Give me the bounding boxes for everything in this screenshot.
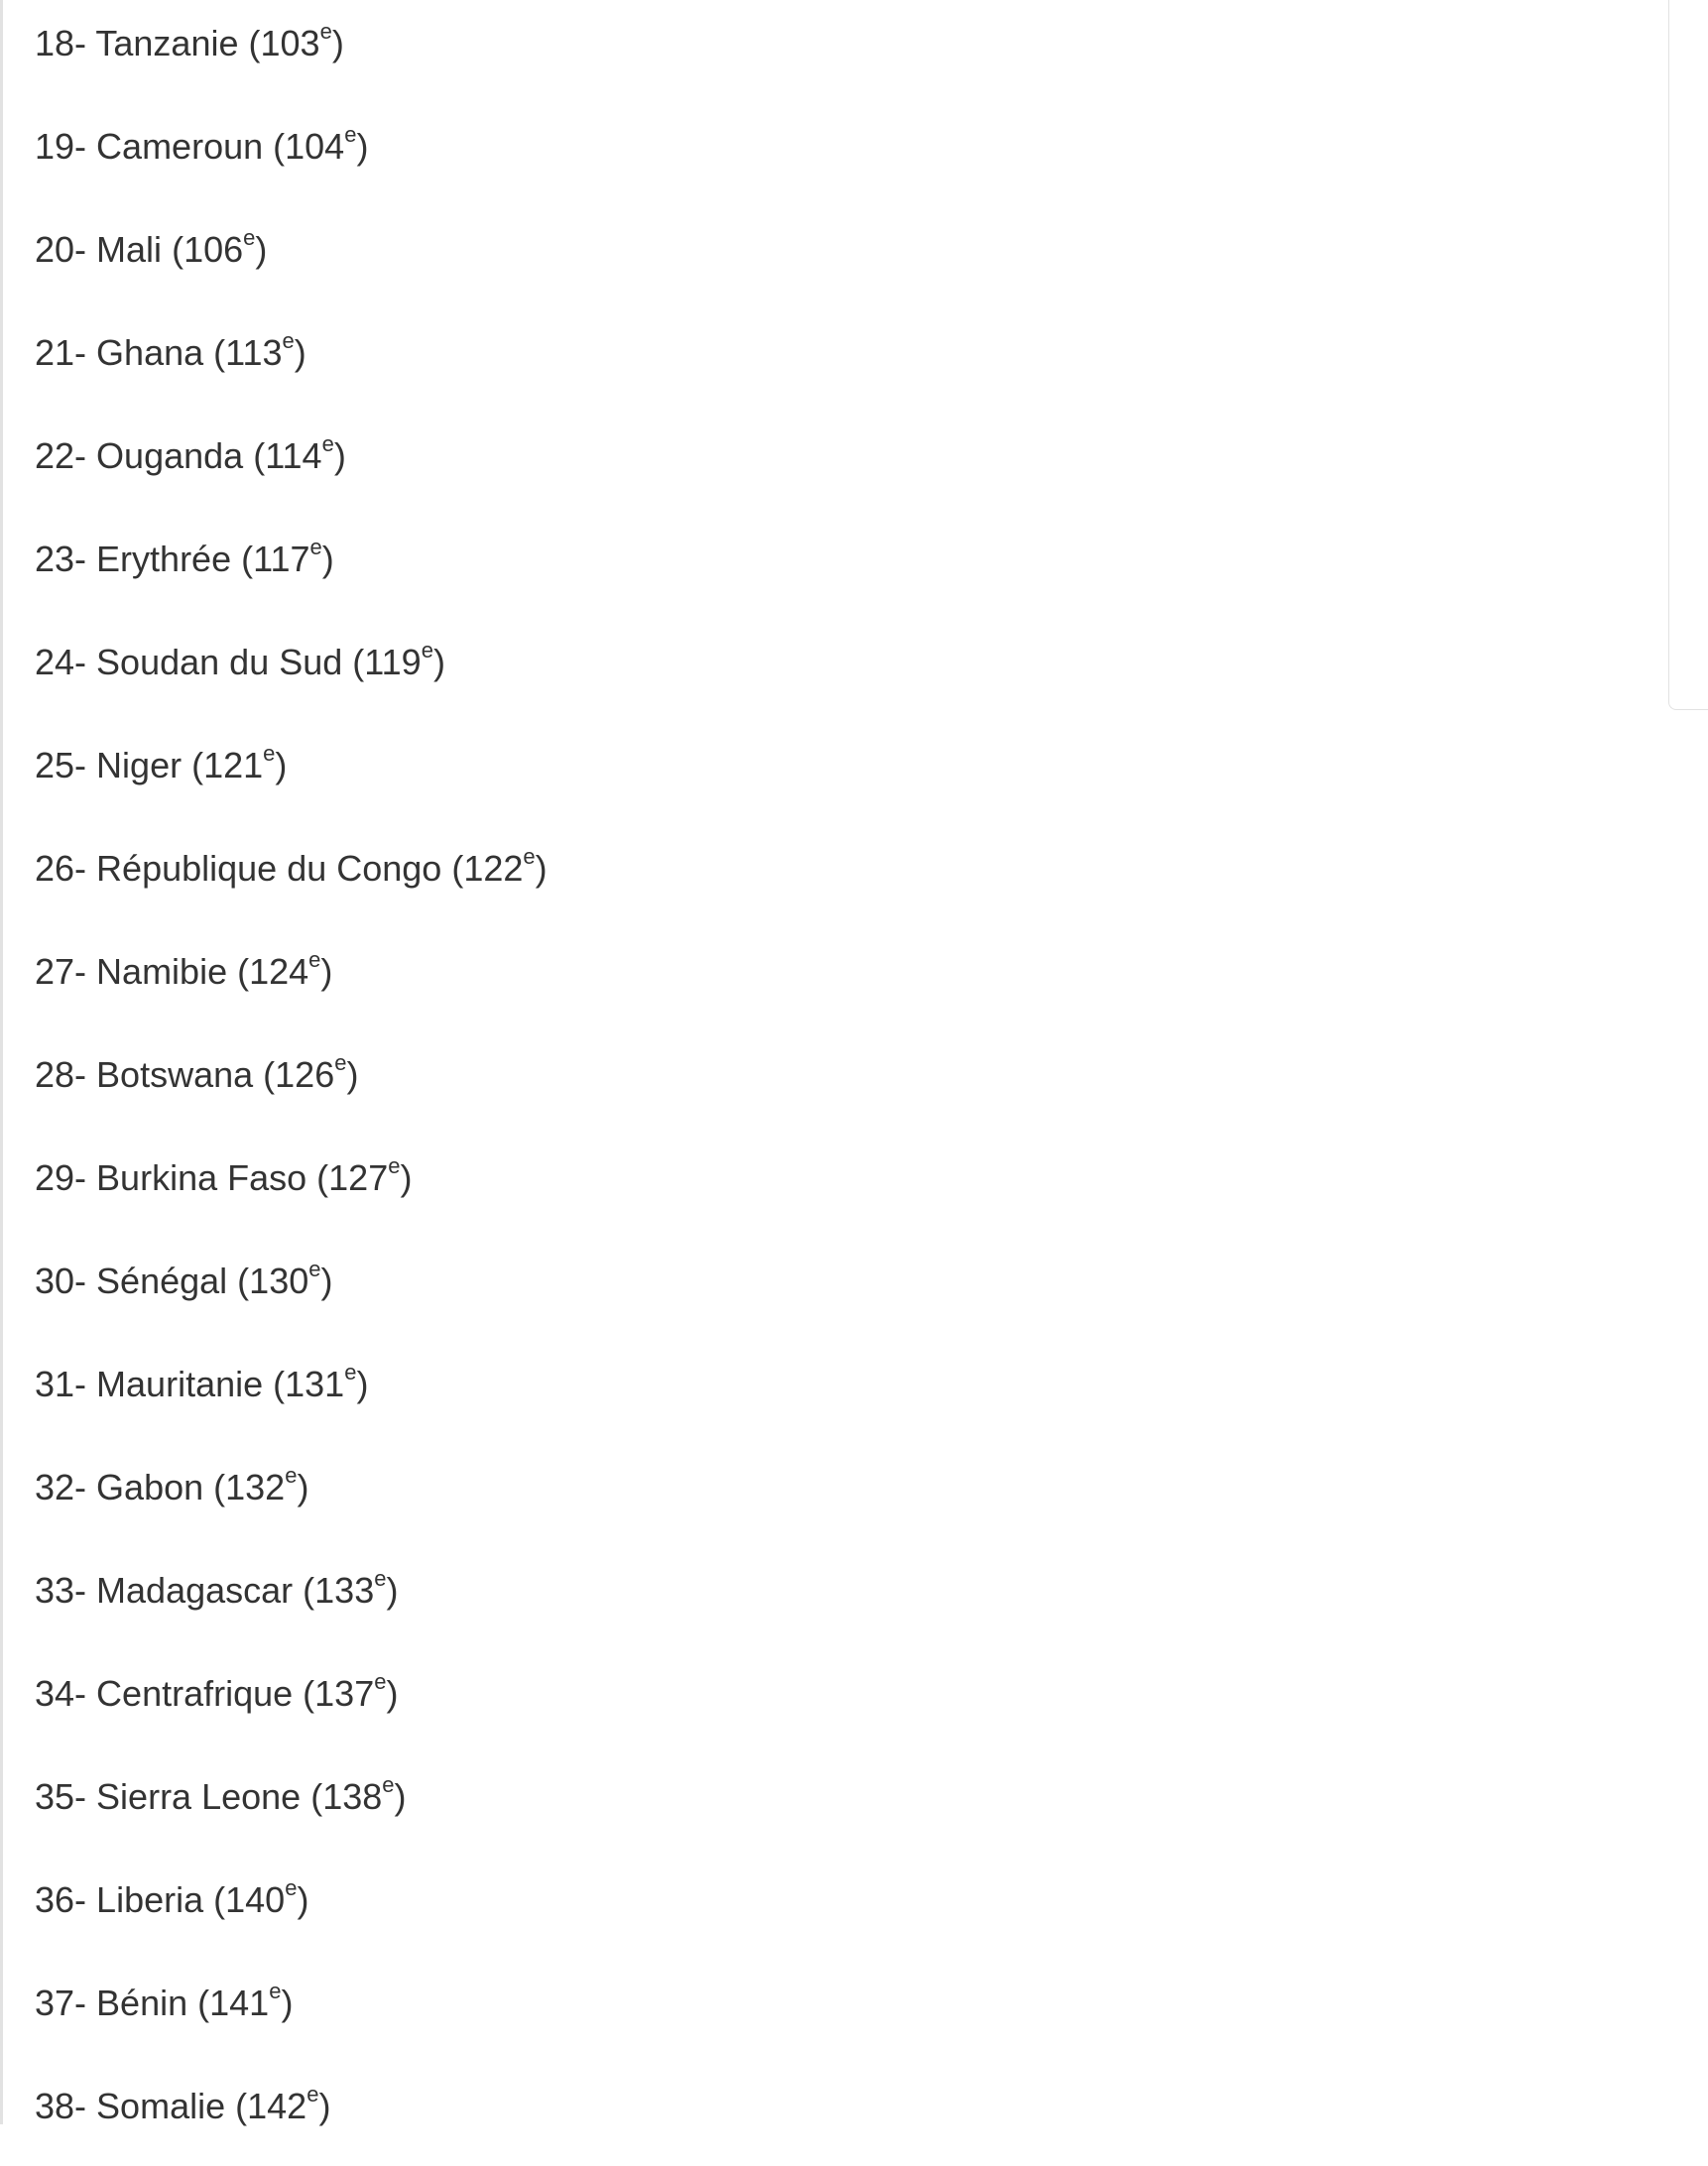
world-rank: 126 (275, 1054, 335, 1095)
side-panel-border (1668, 0, 1708, 710)
list-item: 32- Gabon (132e) (35, 1463, 309, 1507)
country-name: Centrafrique (96, 1673, 294, 1714)
ordinal-suffix: e (523, 844, 536, 869)
world-rank: 106 (183, 229, 244, 270)
ordinal-suffix: e (374, 1566, 387, 1591)
rank-number: 32 (35, 1467, 75, 1507)
world-rank: 141 (209, 1983, 270, 2023)
rank-number: 19 (35, 126, 75, 167)
country-name: Ouganda (96, 435, 244, 476)
list-item: 33- Madagascar (133e) (35, 1566, 399, 1611)
country-name: Mali (96, 229, 163, 270)
country-name: Erythrée (96, 539, 232, 579)
country-name: Gabon (96, 1467, 204, 1507)
list-item: 35- Sierra Leone (138e) (35, 1772, 407, 1817)
rank-number: 22 (35, 435, 75, 476)
list-item: 27- Namibie (124e) (35, 947, 333, 992)
ordinal-suffix: e (334, 1050, 347, 1075)
world-rank: 140 (225, 1879, 286, 1920)
country-name: Bénin (96, 1983, 188, 2023)
rank-number: 37 (35, 1983, 75, 2023)
list-item: 22- Ouganda (114e) (35, 431, 346, 476)
ordinal-suffix: e (269, 1979, 282, 2003)
ordinal-suffix: e (374, 1669, 387, 1694)
rank-number: 33 (35, 1570, 75, 1611)
world-rank: 119 (364, 642, 422, 682)
ordinal-suffix: e (321, 431, 334, 456)
ordinal-suffix: e (344, 1360, 357, 1384)
country-name: Somalie (96, 2086, 226, 2126)
list-item: 25- Niger (121e) (35, 741, 288, 785)
country-name: Namibie (96, 951, 228, 992)
rank-number: 28 (35, 1054, 75, 1095)
world-rank: 103 (260, 23, 320, 63)
country-name: Liberia (96, 1879, 204, 1920)
ordinal-suffix: e (282, 328, 295, 353)
country-name: Burkina Faso (96, 1157, 307, 1198)
country-name: Mauritanie (96, 1364, 264, 1404)
rank-number: 21 (35, 332, 75, 373)
rank-number: 27 (35, 951, 75, 992)
list-item: 30- Sénégal (130e) (35, 1257, 333, 1301)
world-rank: 132 (225, 1467, 286, 1507)
ordinal-suffix: e (344, 122, 357, 147)
list-item: 18- Tanzanie (103e) (35, 19, 344, 63)
list-item: 23- Erythrée (117e) (35, 535, 334, 579)
rank-number: 23 (35, 539, 75, 579)
rank-number: 31 (35, 1364, 75, 1404)
rank-number: 18 (35, 23, 75, 63)
rank-number: 36 (35, 1879, 75, 1920)
rank-number: 25 (35, 745, 75, 785)
country-name: Sierra Leone (96, 1776, 302, 1817)
list-item: 34- Centrafrique (137e) (35, 1669, 399, 1714)
list-item: 36- Liberia (140e) (35, 1875, 309, 1920)
ordinal-suffix: e (421, 638, 433, 662)
country-name: République du Congo (96, 848, 442, 889)
list-item: 19- Cameroun (104e) (35, 122, 369, 167)
rank-number: 35 (35, 1776, 75, 1817)
ordinal-suffix: e (382, 1772, 395, 1797)
world-rank: 114 (265, 435, 322, 476)
rank-number: 29 (35, 1157, 75, 1198)
ordinal-suffix: e (309, 535, 322, 559)
list-item: 37- Bénin (141e) (35, 1979, 294, 2023)
country-name: Botswana (96, 1054, 254, 1095)
rank-number: 24 (35, 642, 75, 682)
list-item: 29- Burkina Faso (127e) (35, 1153, 413, 1198)
rank-number: 26 (35, 848, 75, 889)
world-rank: 113 (225, 332, 283, 373)
list-item: 28- Botswana (126e) (35, 1050, 359, 1095)
world-rank: 131 (285, 1364, 345, 1404)
country-name: Tanzanie (95, 23, 239, 63)
world-rank: 104 (285, 126, 345, 167)
rank-number: 34 (35, 1673, 75, 1714)
page-left-edge (0, 0, 3, 2124)
rank-number: 38 (35, 2086, 75, 2126)
list-item: 26- République du Congo (122e) (35, 844, 548, 889)
world-rank: 122 (463, 848, 524, 889)
ordinal-suffix: e (306, 2082, 319, 2106)
ordinal-suffix: e (243, 225, 256, 250)
country-name: Cameroun (96, 126, 264, 167)
ordinal-suffix: e (285, 1875, 298, 1900)
country-name: Ghana (96, 332, 204, 373)
world-rank: 138 (322, 1776, 383, 1817)
list-item: 21- Ghana (113e) (35, 328, 306, 373)
list-item: 38- Somalie (142e) (35, 2082, 331, 2126)
country-name: Soudan du Sud (96, 642, 343, 682)
world-rank: 137 (314, 1673, 375, 1714)
world-rank: 127 (328, 1157, 389, 1198)
ordinal-suffix: e (308, 1257, 321, 1281)
world-rank: 121 (203, 745, 264, 785)
world-rank: 124 (249, 951, 309, 992)
country-name: Sénégal (96, 1261, 228, 1301)
world-rank: 117 (253, 539, 310, 579)
rank-number: 20 (35, 229, 75, 270)
country-name: Madagascar (96, 1570, 294, 1611)
list-item: 31- Mauritanie (131e) (35, 1360, 369, 1404)
country-ranking-list (35, 0, 548, 2166)
country-name: Niger (96, 745, 183, 785)
world-rank: 133 (314, 1570, 375, 1611)
rank-number: 30 (35, 1261, 75, 1301)
list-item: 24- Soudan du Sud (119e) (35, 638, 445, 682)
world-rank: 130 (249, 1261, 309, 1301)
ordinal-suffix: e (388, 1153, 401, 1178)
ordinal-suffix: e (263, 741, 276, 766)
ordinal-suffix: e (308, 947, 321, 972)
ordinal-suffix: e (285, 1463, 298, 1488)
ordinal-suffix: e (319, 19, 332, 44)
list-item: 20- Mali (106e) (35, 225, 268, 270)
world-rank: 142 (247, 2086, 307, 2126)
